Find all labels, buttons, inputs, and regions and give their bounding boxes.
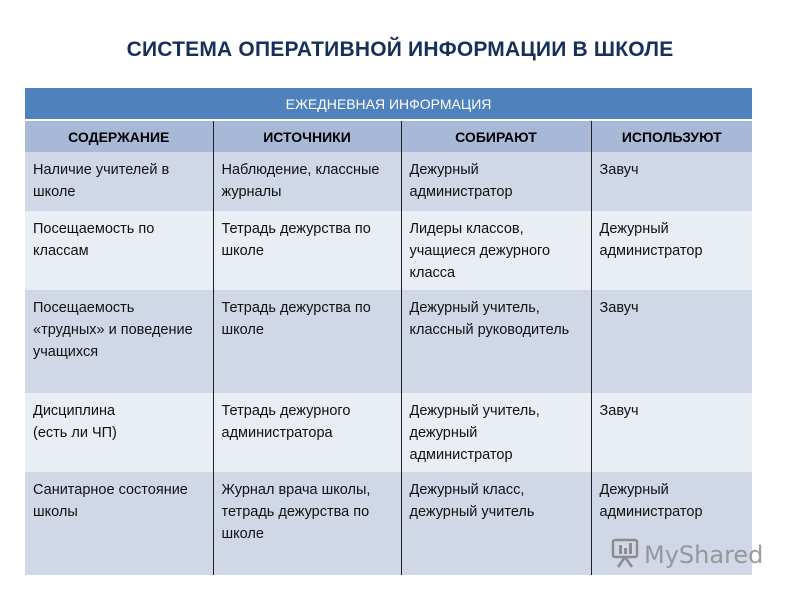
- table-header-row: [25, 120, 752, 152]
- table-row: [25, 290, 752, 393]
- table-cell: Санитарное состояние школы: [25, 472, 213, 575]
- column-header-users: ИСПОЛЬЗУЮТ: [591, 120, 752, 152]
- table-cell: Дежурный учитель, дежурный администратор: [401, 393, 591, 472]
- table-cell: Дежурный администратор: [591, 472, 752, 575]
- table-cell: Посещаемость «трудных» и поведение учащихся: [25, 290, 213, 393]
- table-row: [25, 393, 752, 472]
- table-cell: Посещаемость по классам: [25, 211, 213, 290]
- table-cell: Завуч: [591, 290, 752, 393]
- table-row: [25, 211, 752, 290]
- table-cell: Наличие учителей в школе: [25, 152, 213, 211]
- column-header-sources: ИСТОЧНИКИ: [213, 120, 401, 152]
- table-banner-row: [25, 88, 752, 120]
- myshared-watermark: [610, 538, 770, 572]
- table-cell: Лидеры классов, учащиеся дежурного класса: [401, 211, 591, 290]
- table-cell: Завуч: [591, 393, 752, 472]
- table-cell: Наблюдение, классные журналы: [213, 152, 401, 211]
- table-cell: Тетрадь дежурства по школе: [213, 290, 401, 393]
- table-cell: Дежурный учитель, классный руководитель: [401, 290, 591, 393]
- table-cell: Дисциплина (есть ли ЧП): [25, 393, 213, 472]
- table-banner: ЕЖЕДНЕВНАЯ ИНФОРМАЦИЯ: [25, 88, 752, 120]
- table-cell: Дежурный администратор: [401, 152, 591, 211]
- slide-title: СИСТЕМА ОПЕРАТИВНОЙ ИНФОРМАЦИИ В ШКОЛЕ: [126, 38, 674, 61]
- table-cell: Дежурный администратор: [591, 211, 752, 290]
- table-cell: Завуч: [591, 152, 752, 211]
- table-cell: Тетрадь дежурства по школе: [213, 211, 401, 290]
- column-header-content: СОДЕРЖАНИЕ: [25, 120, 213, 152]
- watermark-text: MyShared: [644, 541, 764, 569]
- table-cell: Журнал врача школы, тетрадь дежурства по школе: [213, 472, 401, 575]
- daily-info-table: [25, 88, 752, 575]
- table-cell: Дежурный класс, дежурный учитель: [401, 472, 591, 575]
- table-row: [25, 152, 752, 211]
- presentation-board-icon: [610, 537, 640, 574]
- column-header-collectors: СОБИРАЮТ: [401, 120, 591, 152]
- table-cell: Тетрадь дежурного администратора: [213, 393, 401, 472]
